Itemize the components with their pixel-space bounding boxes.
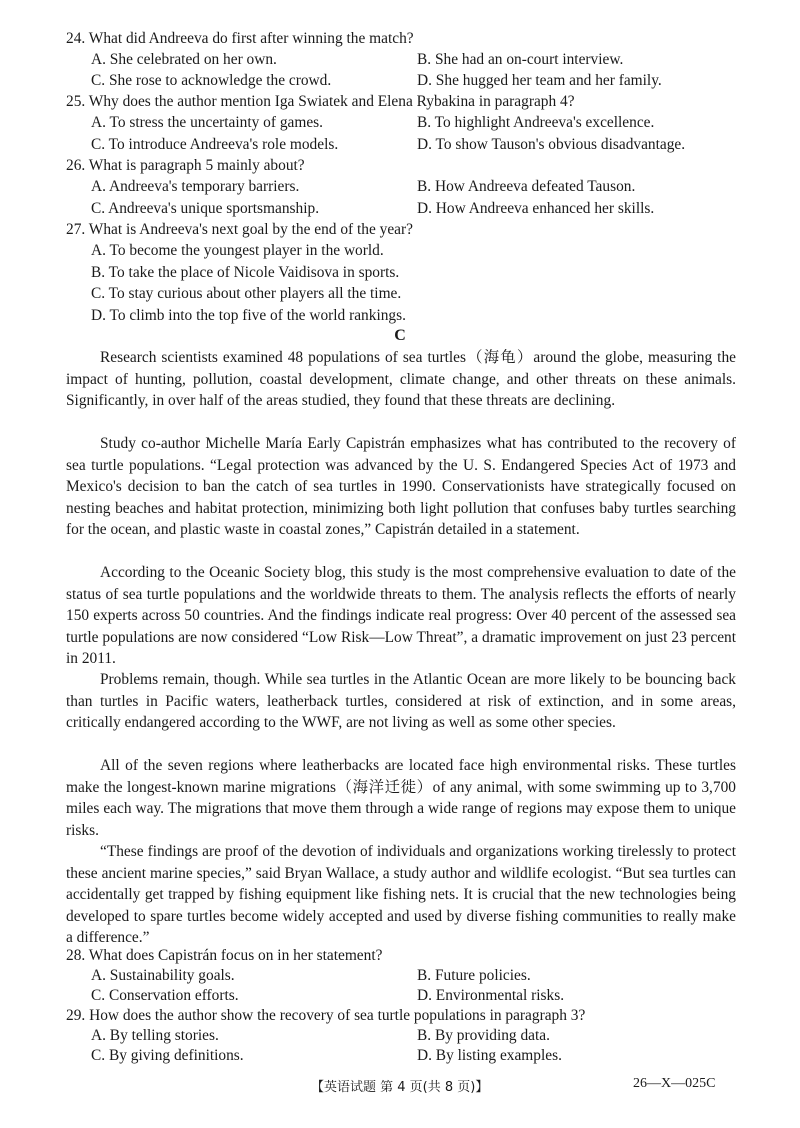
page-footer-code: 26—X—025C (633, 1076, 716, 1091)
passage-paragraph-1: Research scientists examined 48 populations of sea turtles（海龟）around the globe, measuring the impact of hunting, pollution, coastal development, climate change, and other threats on these animals. Significantly, in over half of the areas studied, they found that these threats are declining. (66, 349, 736, 409)
question-26-option-b: B. How Andreeva defeated Tauson. (417, 178, 636, 195)
question-25-option-b: B. To highlight Andreeva's excellence. (417, 114, 655, 131)
question-25-stem: 25. Why does the author mention Iga Swiatek and Elena Rybakina in paragraph 4? (66, 93, 575, 110)
question-28-option-a: A. Sustainability goals. (91, 967, 235, 984)
question-25-option-a: A. To stress the uncertainty of games. (91, 114, 324, 131)
question-26-stem: 26. What is paragraph 5 mainly about? (66, 157, 305, 174)
question-26-option-c: C. Andreeva's unique sportsmanship. (91, 200, 320, 217)
question-29-option-a: A. By telling stories. (91, 1027, 219, 1044)
question-24-option-d: D. She hugged her team and her family. (417, 72, 662, 89)
question-24-stem: 24. What did Andreeva do first after winning the match? (66, 30, 414, 47)
passage-paragraph-2: Study co-author Michelle María Early Capistrán emphasizes what has contributed to the recovery of sea turtle populations. “Legal protection was advanced by the U. S. Endangered Species Act of 1973 and Mexico's decision to ban the catch of sea turtles in 1990. Conservationists have strategically focused on nesting beaches and habitat protection, minimizing both light pollution that confuses baby turtles searching for the ocean, and plastic waste in coastal zones,” Capistrán detailed in a statement. (66, 435, 736, 538)
passage-paragraph-3: According to the Oceanic Society blog, this study is the most comprehensive evaluation to date of the status of sea turtle populations and the worldwide threats to them. The analysis reflects the efforts of nearly 150 experts across 50 countries. And the findings indicate real progress: Over 40 percent of the assessed sea turtle populations are now considered “Low Risk—Low Threat”, a dramatic improvement on just 23 percent in 2011. (66, 564, 736, 667)
question-27-stem: 27. What is Andreeva's next goal by the end of the year? (66, 221, 413, 238)
question-24-option-b: B. She had an on-court interview. (417, 51, 624, 68)
question-27-option-a: A. To become the youngest player in the world. (91, 242, 384, 259)
question-25-option-d: D. To show Tauson's obvious disadvantage. (417, 136, 686, 153)
question-24-option-c: C. She rose to acknowledge the crowd. (91, 72, 332, 89)
question-27-option-d: D. To climb into the top five of the world rankings. (91, 307, 406, 324)
question-27-option-b: B. To take the place of Nicole Vaidisova in sports. (91, 264, 400, 281)
question-28-option-b: B. Future policies. (417, 967, 531, 984)
question-26-option-a: A. Andreeva's temporary barriers. (91, 178, 300, 195)
question-26-option-d: D. How Andreeva enhanced her skills. (417, 200, 655, 217)
question-27-option-c: C. To stay curious about other players all the time. (91, 285, 402, 302)
question-29-stem: 29. How does the author show the recovery of sea turtle populations in paragraph 3? (66, 1007, 586, 1024)
page-footer-title: 【英语试题 第 4 页(共 8 页)】 (311, 1080, 489, 1095)
passage-paragraph-4: Problems remain, though. While sea turtles in the Atlantic Ocean are more likely to be bouncing back than turtles in Pacific waters, leatherback turtles, considered at risk of extinction, and in some areas, critically endangered according to the WWF, are not living as well as some other species. (66, 671, 736, 731)
passage-paragraph-5: All of the seven regions where leatherbacks are located face high environmental risks. These turtles make the longest-known marine migrations（海洋迁徙）of any animal, with some swimming up to 3,700 miles each way. The migrations that move them through a wide range of regions may expose them to unique risks. (66, 757, 736, 839)
passage-heading: C (394, 327, 406, 344)
passage-paragraph-6: “These findings are proof of the devotion of individuals and organizations working tirelessly to protect these ancient marine species,” said Bryan Wallace, a study author and wildlife ecologist. “But sea turtles can accidentally get trapped by fishing equipment like fishing nets. It is crucial that the new technologies being developed to spare turtles become widely accepted and used by diverse fishing communities to really make a difference.” (66, 843, 736, 946)
question-29-option-c: C. By giving definitions. (91, 1047, 244, 1064)
question-29-option-d: D. By listing examples. (417, 1047, 562, 1064)
question-25-option-c: C. To introduce Andreeva's role models. (91, 136, 339, 153)
question-28-stem: 28. What does Capistrán focus on in her statement? (66, 947, 383, 964)
question-28-option-d: D. Environmental risks. (417, 987, 565, 1004)
question-29-option-b: B. By providing data. (417, 1027, 550, 1044)
question-24-option-a: A. She celebrated on her own. (91, 51, 277, 68)
question-28-option-c: C. Conservation efforts. (91, 987, 239, 1004)
